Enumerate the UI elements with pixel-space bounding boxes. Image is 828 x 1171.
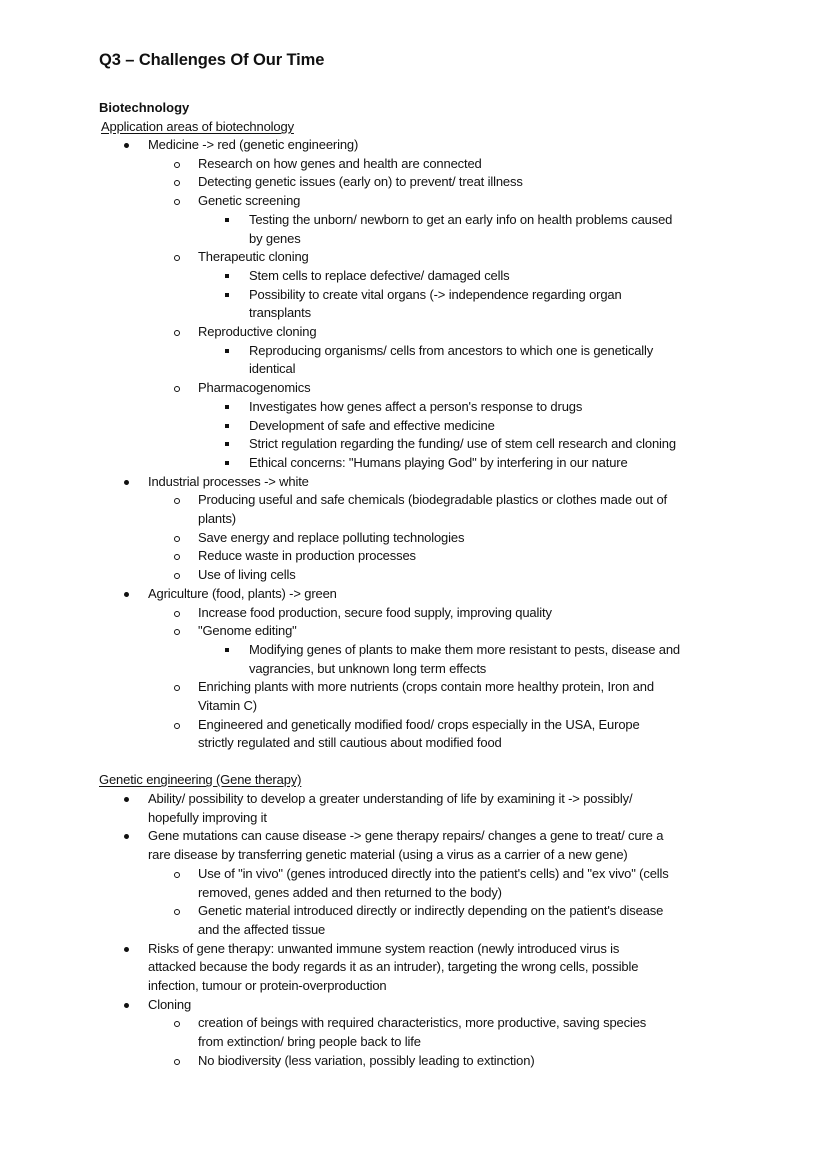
list-item-text: Vitamin C) <box>198 698 257 713</box>
circle-bullet-icon <box>174 379 182 397</box>
list-item-text: from extinction/ bring people back to life <box>198 1034 421 1050</box>
list-item-text: strictly regulated and still cautious about modified food <box>198 735 502 751</box>
list-item-text: transplants <box>249 305 311 321</box>
list-item-text: infection, tumour or protein-overproduction <box>148 978 387 993</box>
list-item-text: Use of "in vivo" (genes introduced directly into the patient's cells) and "ex vivo" (cells <box>198 865 669 881</box>
circle-bullet-icon <box>174 491 182 509</box>
list-item-text: attacked because the body regards it as an intruder), targeting the wrong cells, possible <box>148 959 639 975</box>
list-item-text: Possibility to create vital organs (-> independence regarding organ <box>249 286 622 302</box>
disc-bullet-icon <box>124 136 132 154</box>
list-item-text: Genetic material introduced directly or indirectly depending on the patient's disease <box>198 903 664 919</box>
list-item-text: Testing the unborn/ newborn to get an early info on health problems caused <box>249 211 673 227</box>
circle-bullet-icon <box>174 716 182 734</box>
disc-bullet-icon <box>124 996 132 1014</box>
square-bullet-icon <box>225 641 233 659</box>
subheading-genetic-engineering: Genetic engineering (Gene therapy) <box>99 772 302 787</box>
list-item-text: plants) <box>198 511 236 526</box>
list-item-text: Strict regulation regarding the funding/ use of stem cell research and cloning <box>249 436 676 452</box>
list-item-text: Risks of gene therapy: unwanted immune system reaction (newly introduced virus is <box>148 940 620 956</box>
square-bullet-icon <box>225 211 233 229</box>
list-item-text: Therapeutic cloning <box>198 249 309 265</box>
list-item-text: Genetic screening <box>198 193 301 209</box>
circle-bullet-icon <box>174 678 182 696</box>
list-item-text: removed, genes added and then returned to the body) <box>198 884 502 900</box>
list-item-text: by genes <box>249 230 301 246</box>
circle-bullet-icon <box>174 155 182 173</box>
subheading-application-areas: Application areas of biotechnology <box>101 119 294 134</box>
list-item-text: Ability/ possibility to develop a greater understanding of life by examining it -> possibly/ <box>148 791 633 806</box>
list-item-text: Stem cells to replace defective/ damaged cells <box>249 267 510 283</box>
square-bullet-icon <box>225 398 233 416</box>
list-item-text: Modifying genes of plants to make them more resistant to pests, disease and <box>249 641 680 657</box>
list-item-text: Use of living cells <box>198 567 296 583</box>
circle-bullet-icon <box>174 1014 182 1032</box>
disc-bullet-icon <box>124 585 132 603</box>
list-item-text: rare disease by transferring genetic material (using a virus as a carrier of a new gene) <box>148 847 628 863</box>
square-bullet-icon <box>225 454 233 472</box>
circle-bullet-icon <box>174 173 182 191</box>
circle-bullet-icon <box>174 248 182 266</box>
section-heading-biotechnology: Biotechnology <box>99 100 190 115</box>
list-item-text: Save energy and replace polluting technologies <box>198 529 465 545</box>
list-item-text: Engineered and genetically modified food/ crops especially in the USA, Europe <box>198 716 640 732</box>
circle-bullet-icon <box>174 192 182 210</box>
disc-bullet-icon <box>124 827 132 845</box>
disc-bullet-icon <box>124 790 132 808</box>
square-bullet-icon <box>225 267 233 285</box>
list-item-text: Reproductive cloning <box>198 324 317 339</box>
list-item-text: Enriching plants with more nutrients (crops contain more healthy protein, Iron and <box>198 679 654 695</box>
list-item-text: Medicine -> red (genetic engineering) <box>148 137 359 152</box>
square-bullet-icon <box>225 435 233 453</box>
circle-bullet-icon <box>174 566 182 584</box>
list-item-text: Ethical concerns: "Humans playing God" by interfering in our nature <box>249 454 628 470</box>
list-item-text: Agriculture (food, plants) -> green <box>148 585 337 601</box>
list-item-text: Investigates how genes affect a person's response to drugs <box>249 398 583 414</box>
circle-bullet-icon <box>174 902 182 920</box>
list-item-text: Reduce waste in production processes <box>198 548 416 564</box>
list-item-text: No biodiversity (less variation, possibly leading to extinction) <box>198 1052 535 1068</box>
circle-bullet-icon <box>174 622 182 640</box>
list-item-text: Cloning <box>148 996 192 1012</box>
list-item-text: identical <box>249 361 296 377</box>
circle-bullet-icon <box>174 604 182 622</box>
square-bullet-icon <box>225 342 233 360</box>
list-item-text: Industrial processes -> white <box>148 473 309 489</box>
disc-bullet-icon <box>124 940 132 958</box>
circle-bullet-icon <box>174 323 182 341</box>
list-item-text: Gene mutations can cause disease -> gene therapy repairs/ changes a gene to treat/ cure a <box>148 828 664 844</box>
list-item-text: and the affected tissue <box>198 921 326 937</box>
list-item-text: Reproducing organisms/ cells from ancestors to which one is genetically <box>249 342 654 358</box>
list-item-text: Research on how genes and health are connected <box>198 155 482 171</box>
disc-bullet-icon <box>124 473 132 491</box>
list-item-text: Development of safe and effective medicine <box>249 417 495 433</box>
list-item-text: Increase food production, secure food supply, improving quality <box>198 604 552 620</box>
square-bullet-icon <box>225 417 233 435</box>
list-item-text: "Genome editing" <box>198 623 297 639</box>
circle-bullet-icon <box>174 547 182 565</box>
square-bullet-icon <box>225 286 233 304</box>
circle-bullet-icon <box>174 1052 182 1070</box>
list-item-text: Producing useful and safe chemicals (biodegradable plastics or clothes made out of <box>198 492 667 508</box>
list-item-text: Pharmacogenomics <box>198 380 311 396</box>
list-item-text: hopefully improving it <box>148 809 267 825</box>
list-item-text: creation of beings with required characteristics, more productive, saving species <box>198 1015 647 1031</box>
page-title: Q3 – Challenges Of Our Time <box>99 51 325 69</box>
list-item-text: vagrancies, but unknown long term effects <box>249 660 487 676</box>
circle-bullet-icon <box>174 529 182 547</box>
list-item-text: Detecting genetic issues (early on) to prevent/ treat illness <box>198 174 523 190</box>
circle-bullet-icon <box>174 865 182 883</box>
